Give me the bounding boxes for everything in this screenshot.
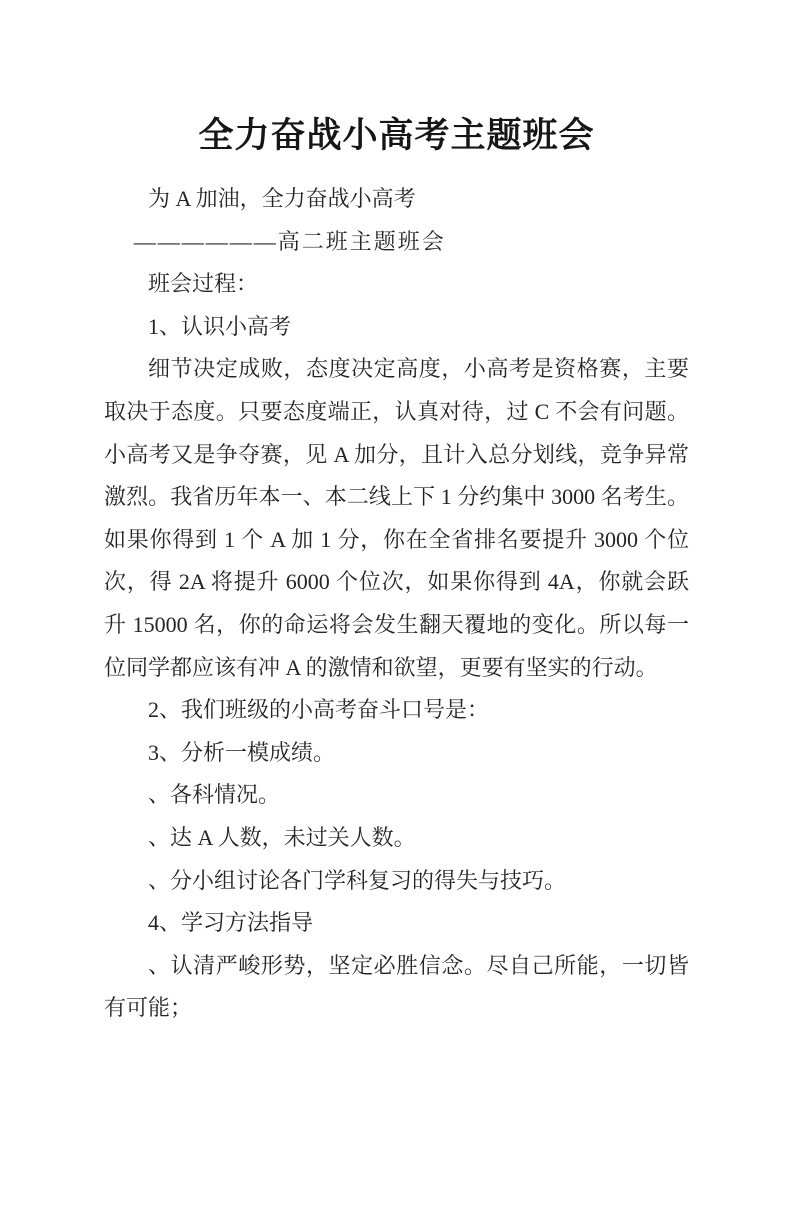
paragraph-slogan: 为 A 加油，全力奋战小高考 bbox=[148, 186, 416, 211]
paragraph-item-2: 2、我们班级的小高考奋斗口号是： bbox=[148, 697, 490, 723]
paragraph-subtitle: ——————高二班主题班会 bbox=[133, 228, 446, 254]
document-body bbox=[104, 178, 689, 1030]
paragraph-body-1: 细节决定成败，态度决定高度，小高考是资格赛，主要取决于态度。只要态度端正，认真对待，过 C 不会有问题。小高考又是争夺赛，见 A 加分，且计入总分划线，竞争异常激烈。我省历年本一、本二线上下 1 分约集中 3000 名考生。如果你得到 1 个 A 加 1 分，你在全省排名要提升 3000 个位次，得 2A 将提升 6000 个位次，如果你得到 4A，你就会跃升 15000 名，你的命运将会发生翻天覆地的变化。所以每一位同学都应该有冲 A 的激情和欲望，更要有坚实的行动。 bbox=[104, 356, 689, 680]
paragraph-item-3: 3、分析一模成绩。 bbox=[148, 739, 336, 765]
paragraph-subitem-a: 、各科情况。 bbox=[148, 782, 281, 808]
paragraph-subitem-b: 、达 A 人数，未过关人数。 bbox=[148, 824, 416, 850]
document-title: 全力奋战小高考主题班会 bbox=[198, 116, 595, 155]
paragraph-process-heading: 班会过程： bbox=[148, 271, 259, 297]
paragraph-item-1: 1、认识小高考 bbox=[148, 313, 292, 339]
paragraph-subitem-d: 、认清严峻形势，坚定必胜信念。尽自己所能，一切皆有可能； bbox=[104, 952, 689, 1021]
paragraph-item-4: 4、学习方法指导 bbox=[148, 910, 314, 936]
paragraph-subitem-c: 、分小组讨论各门学科复习的得失与技巧。 bbox=[148, 867, 567, 893]
document-page bbox=[0, 110, 793, 1232]
